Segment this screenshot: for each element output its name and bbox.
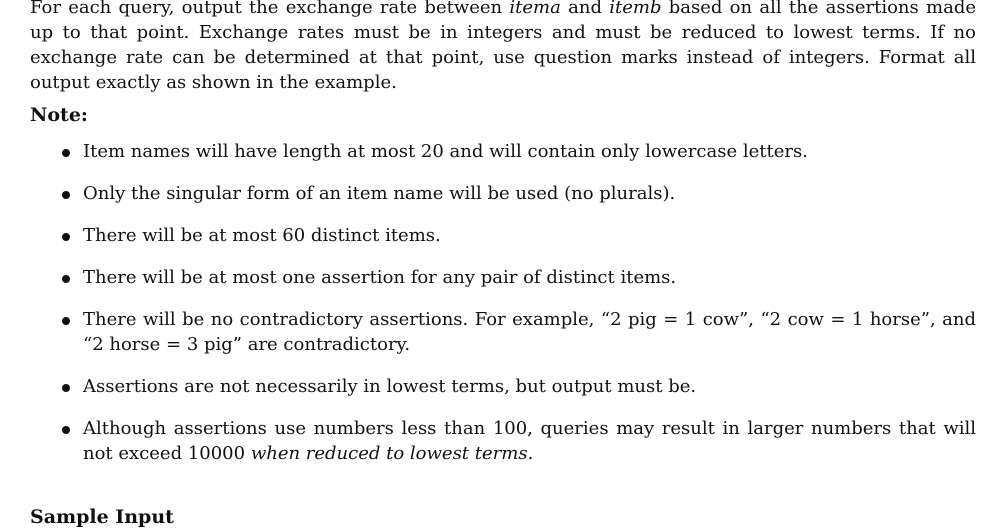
bullet-icon [62,191,70,199]
notes-list [30,139,976,466]
note-text: Item names will have length at most 20 and will contain only lowercase letters. [83,141,808,162]
note-item [30,307,976,357]
note-item [30,223,976,248]
note-heading: Note: [30,104,88,126]
note-text: Assertions are not necessarily in lowest terms, but output must be. [83,376,697,397]
itemb-variable: itemb [609,0,662,18]
bullet-icon [62,426,70,434]
intro-text-2: and [560,0,610,18]
note-emphasis: when reduced to lowest terms. [250,443,534,464]
sample-input-heading: Sample Input [30,506,174,528]
itema-variable: itema [509,0,561,18]
note-item [30,139,976,164]
intro-text-3: based on all the assertions made up to that point. Exchange rates must be in integers and must be reduced to lowest terms. If no exchange rate can be determined at that point, use question marks instead of integers. Format all output exactly as shown in the example. [30,0,976,93]
bullet-icon [62,233,70,241]
intro-text-1: For each query, output the exchange rate between [30,0,510,18]
note-item [30,181,976,206]
note-text: There will be no contradictory assertions. For example, “2 pig = 1 cow”, “2 cow = 1 horse”, and “2 horse = 3 pig” are contradictory. [83,309,976,355]
note-item-last [30,416,976,466]
note-text: There will be at most 60 distinct items. [83,225,441,246]
bullet-icon [62,317,70,325]
note-item [30,265,976,290]
note-text: Although assertions use numbers less than 100, queries may result in larger numbers that will not exceed 10000 [83,418,976,464]
bullet-icon [62,384,70,392]
note-text: There will be at most one assertion for any pair of distinct items. [83,267,677,288]
output-description [30,0,976,95]
problem-document [30,0,976,483]
bullet-icon [62,149,70,157]
note-text: Only the singular form of an item name will be used (no plurals). [83,183,676,204]
note-item [30,374,976,399]
bullet-icon [62,275,70,283]
